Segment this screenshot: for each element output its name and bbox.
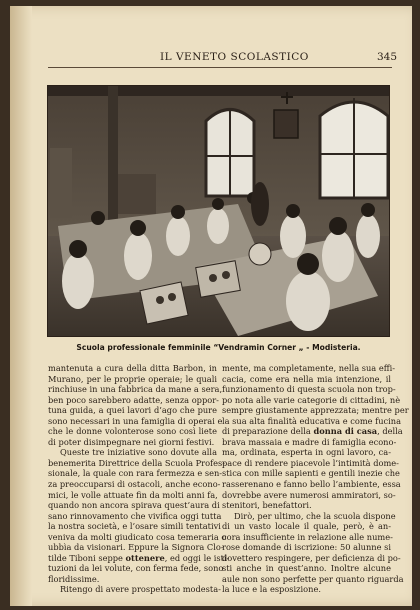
line-text: sono necessari in una famiglia di operai e bbox=[48, 415, 223, 426]
line-text: mantenuta a cura della ditta Barbon, in bbox=[48, 363, 217, 373]
line-text: pace di rendere piacevole l’intimità dome- bbox=[222, 457, 399, 468]
line-text: veniva da molti giudicato cosa temeraria o bbox=[48, 531, 227, 542]
classroom-photo-illustration bbox=[48, 86, 389, 336]
line-text-after: , ed oggi le isti- bbox=[164, 552, 230, 563]
line-text: funzionamento di questa scuola non trop- bbox=[222, 384, 396, 395]
text-line bbox=[48, 500, 220, 511]
line-text: mente, ma completamente, nella sua effi- bbox=[222, 363, 396, 373]
text-line bbox=[48, 531, 227, 543]
text-line bbox=[48, 552, 230, 564]
line-text: stenitori, benefattori. bbox=[222, 500, 312, 511]
line-text: quando non ancora spirava quest’aura di bbox=[48, 500, 220, 511]
text-line bbox=[48, 490, 217, 501]
page-gutter-shadow bbox=[10, 6, 32, 606]
line-text: ben poco sarebbero adatte, senza oppor- bbox=[48, 394, 219, 405]
line-text: tuzioni da lei volute, con ferma fede, sono bbox=[48, 563, 224, 574]
text-line bbox=[222, 436, 397, 448]
text-line bbox=[48, 457, 226, 469]
text-line bbox=[48, 384, 223, 395]
text-line bbox=[48, 395, 217, 406]
text-line bbox=[48, 468, 223, 479]
text-line bbox=[48, 574, 217, 585]
line-text: sionale, la quale con rara fermezza e sen- bbox=[48, 468, 223, 479]
line-text: dovrebbe avere numerosi ammiratori, so- bbox=[222, 489, 396, 500]
classroom-photograph bbox=[47, 85, 390, 337]
text-line bbox=[222, 384, 396, 395]
running-head-title: IL VENETO SCOLASTICO bbox=[160, 51, 309, 63]
line-text: ma, ordinata, esperta in ogni lavoro, ca- bbox=[222, 447, 391, 458]
text-line bbox=[48, 363, 217, 374]
text-line bbox=[48, 479, 221, 490]
text-line bbox=[48, 405, 217, 416]
line-text: brava massaia e madre di famiglia econo- bbox=[222, 436, 397, 447]
line-text: za preoccuparsi di ostacoli, anche econo- bbox=[48, 479, 221, 490]
text-line bbox=[222, 542, 391, 553]
book-page bbox=[10, 6, 412, 606]
line-text: la nostra società, e l’osare simili tentativi bbox=[48, 521, 221, 532]
text-line bbox=[222, 447, 391, 458]
line-text: che le donne volonterose sono così liete bbox=[48, 426, 217, 437]
text-line bbox=[222, 363, 396, 374]
bold-phrase: donna di casa bbox=[313, 426, 378, 437]
text-line bbox=[222, 510, 396, 522]
line-text: benemerita Direttrice della Scuola Profes- bbox=[48, 457, 226, 468]
figure-caption: Scuola professionale femminile “Vendramin Corner „ - Modisteria. bbox=[76, 343, 361, 352]
line-text: sti anche in quest’anno. Inoltre alcune bbox=[222, 563, 391, 574]
line-text: floridissime. bbox=[48, 573, 100, 584]
line-text: rasserenano e fanno bello l’ambiente, essa bbox=[222, 479, 401, 490]
text-line bbox=[222, 552, 401, 564]
text-column-left bbox=[48, 363, 230, 595]
line-text: sempre giustamente apprezzata; mentre per bbox=[222, 405, 409, 416]
text-line bbox=[48, 447, 217, 458]
text-line bbox=[222, 479, 401, 490]
text-line bbox=[222, 489, 396, 501]
line-text: stica con mille sapienti e gentili inezie che bbox=[222, 468, 400, 479]
text-line bbox=[48, 542, 224, 553]
text-line bbox=[48, 426, 217, 437]
line-text: di preparazione della bbox=[222, 426, 311, 437]
text-line bbox=[48, 563, 224, 574]
line-text: rose domande di iscrizione: 50 alunne si bbox=[222, 542, 391, 553]
line-text: sano rinnovamento che vivifica oggi tutta bbox=[48, 510, 222, 521]
text-line bbox=[222, 374, 391, 385]
line-text: rinchiuse in una fabbrica da mane a sera, bbox=[48, 384, 223, 395]
text-line bbox=[222, 584, 391, 595]
text-line bbox=[222, 405, 409, 416]
line-text: di un vasto locale il quale, però, è an- bbox=[222, 521, 391, 532]
text-line bbox=[48, 510, 222, 522]
text-line bbox=[222, 563, 391, 574]
text-line bbox=[222, 426, 403, 437]
line-text: Dirò, per ultimo, che la scuola dispone bbox=[234, 510, 396, 521]
line-text: po nota alle varie categorie di cittadini, nè bbox=[222, 394, 401, 405]
line-text: la luce e la esposizione. bbox=[222, 584, 321, 595]
text-line bbox=[222, 468, 400, 479]
text-line bbox=[222, 521, 391, 532]
line-text-after: , della bbox=[377, 426, 403, 437]
text-line bbox=[48, 521, 221, 532]
line-text: aule non sono perfette per quanto riguarda bbox=[222, 573, 404, 584]
line-text: Ritengo di avere prospettato modesta- bbox=[60, 584, 221, 595]
header-rule bbox=[48, 67, 392, 68]
page-number: 345 bbox=[377, 51, 398, 63]
line-text: di poter disimpegnare nei giorni festivi. bbox=[48, 436, 215, 447]
line-text: cacia, come era nella mia intenzione, il bbox=[222, 373, 391, 384]
text-line bbox=[222, 394, 401, 406]
line-text: tilde Tiboni seppe bbox=[48, 552, 123, 563]
line-text: dovettero respingere, per deficienza di po- bbox=[222, 552, 401, 563]
text-line bbox=[222, 573, 404, 585]
line-text: Murano, per le proprie operaie; le quali bbox=[48, 373, 217, 384]
text-line bbox=[222, 532, 391, 543]
line-text: cora insufficiente in relazione alle nume- bbox=[222, 531, 393, 542]
text-line bbox=[222, 500, 391, 511]
text-line bbox=[48, 415, 223, 427]
line-text: mici, le volle attuate fin da molti anni fa, bbox=[48, 489, 218, 500]
text-line bbox=[48, 374, 217, 385]
line-text: la sua alta finalità educativa e come fucina bbox=[222, 415, 401, 426]
line-text: ubbìa da visionari. Eppure la Signora Clo- bbox=[48, 542, 224, 553]
line-text: Queste tre iniziative sono dovute alla bbox=[60, 447, 217, 458]
text-line bbox=[222, 415, 401, 427]
text-column-right bbox=[222, 363, 409, 595]
text-line bbox=[222, 457, 399, 469]
text-line bbox=[48, 584, 221, 595]
text-line bbox=[48, 437, 217, 448]
line-text: tuna guida, a quei lavori d’ago che pure bbox=[48, 405, 217, 416]
bold-phrase: ottenere bbox=[125, 552, 165, 563]
